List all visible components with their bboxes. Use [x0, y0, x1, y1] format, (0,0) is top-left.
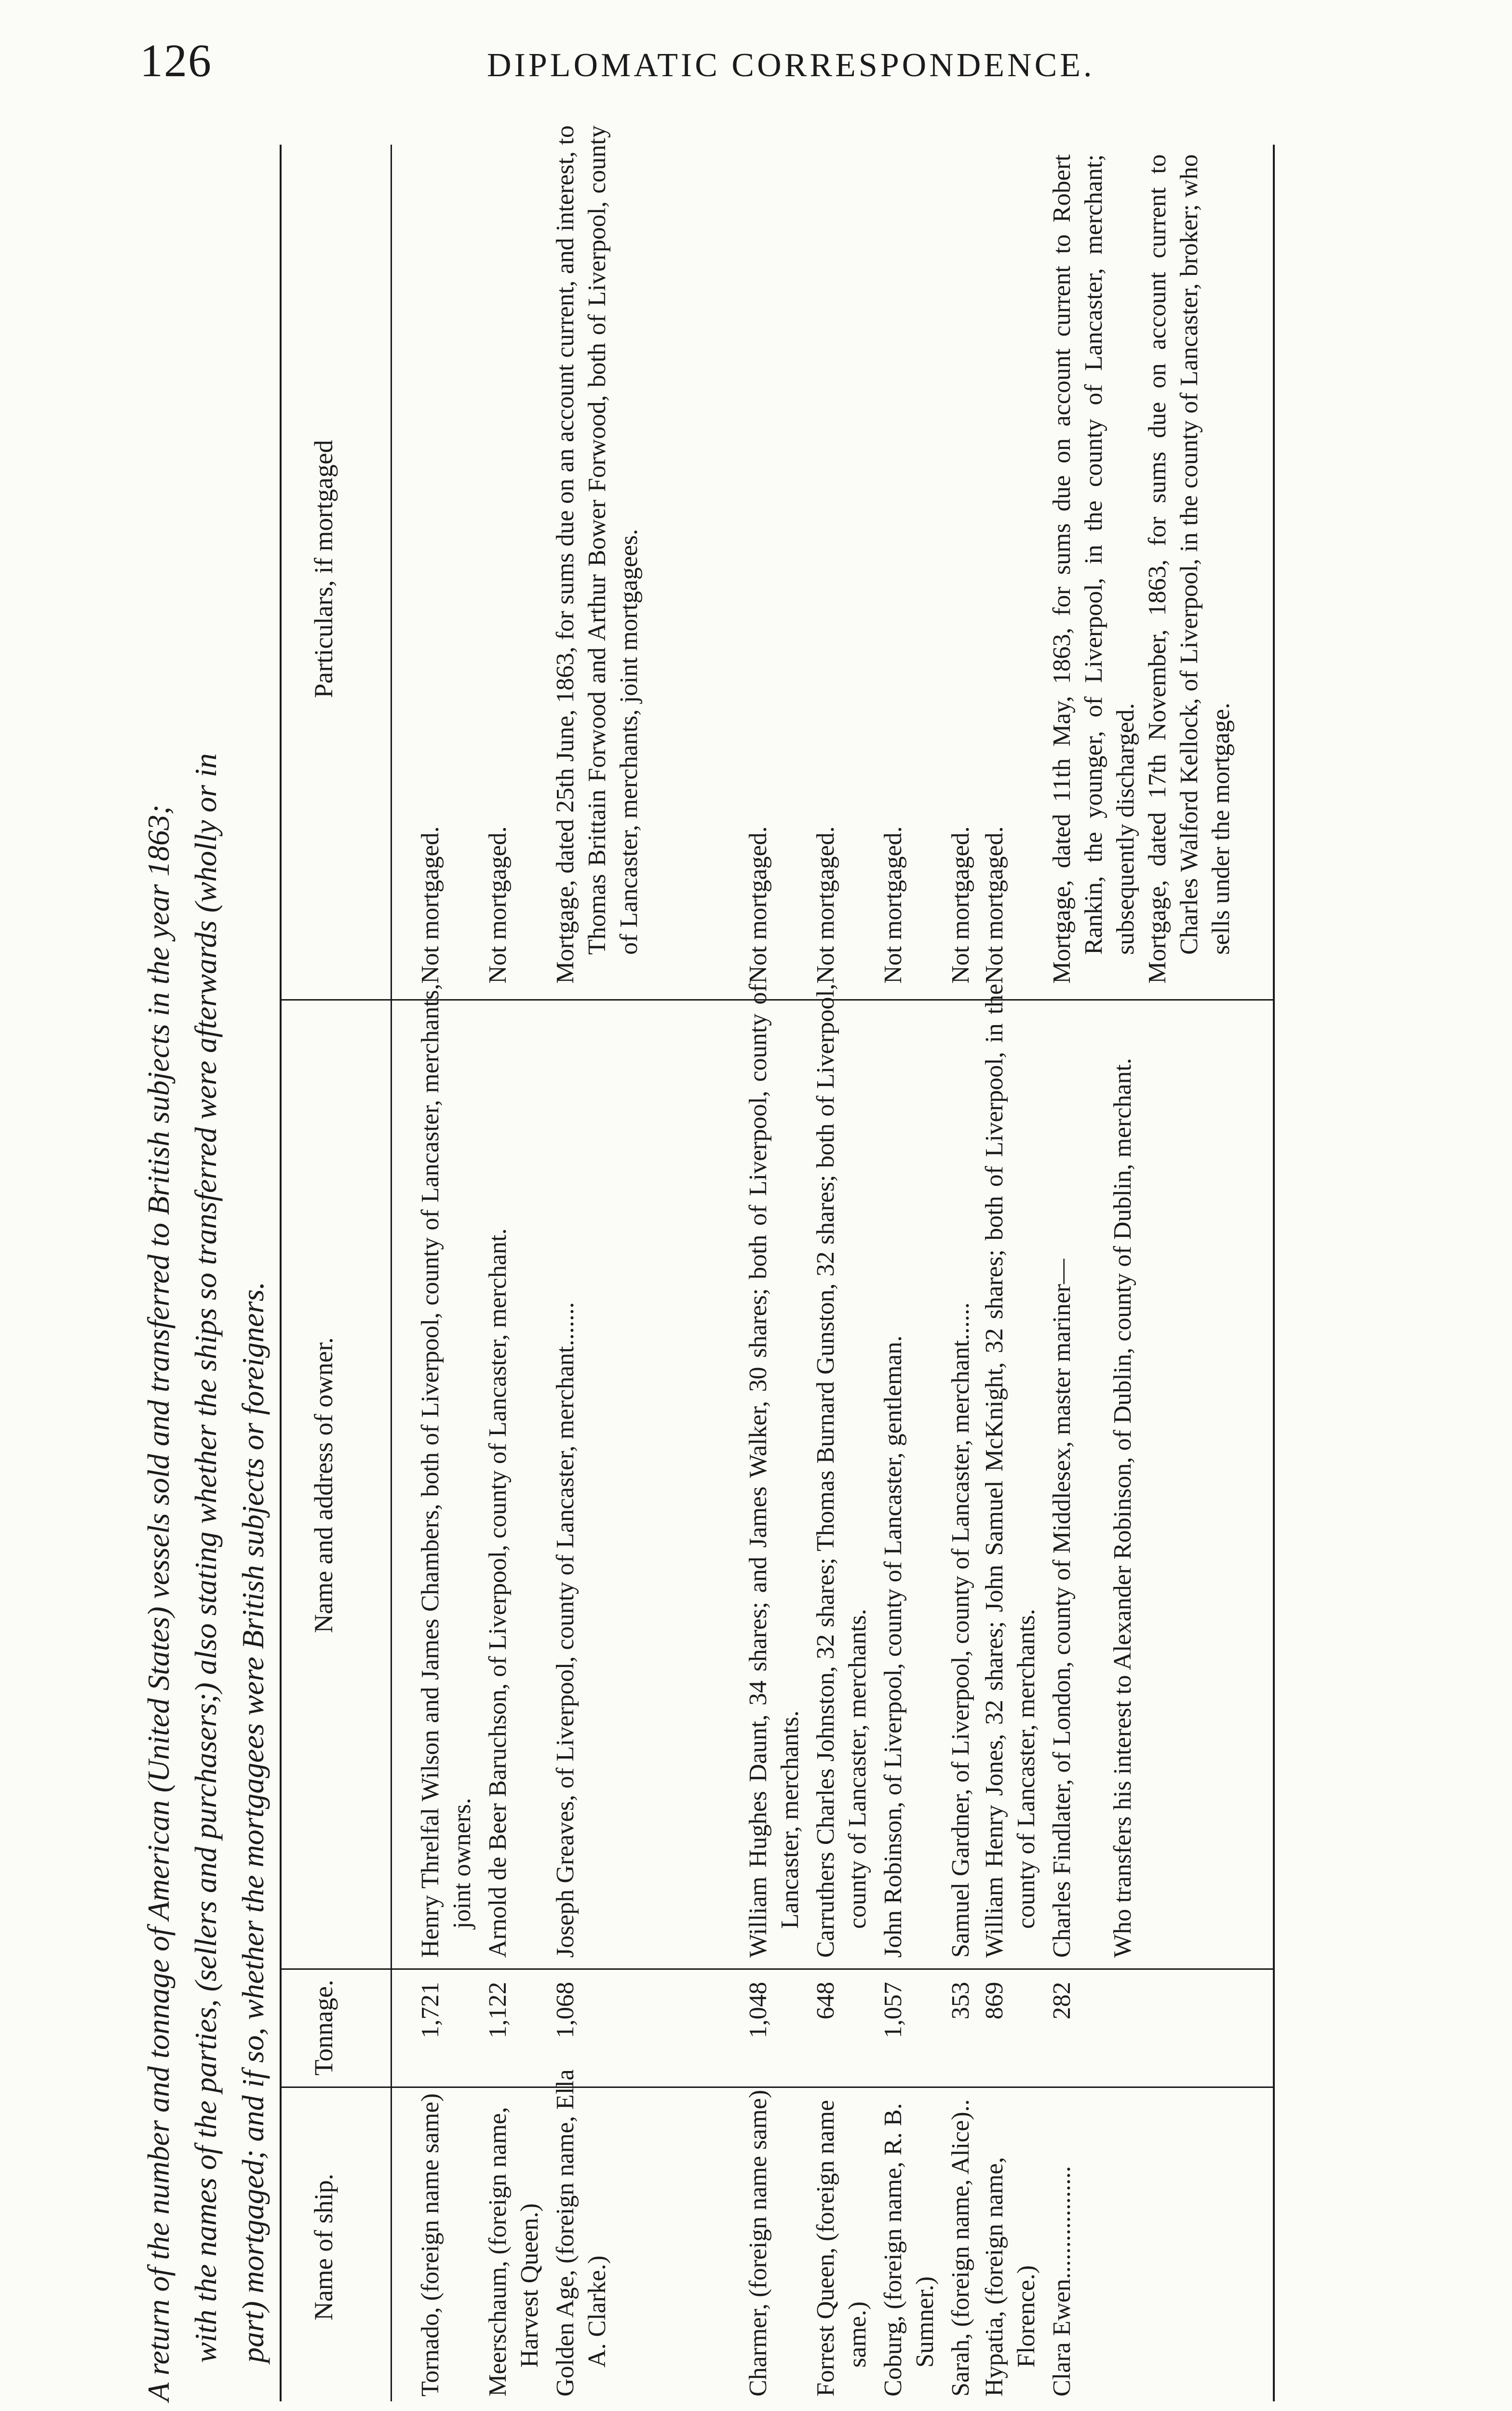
ship-name: Charmer, (foreign name same) — [744, 2089, 772, 2397]
owner: John Robinson, of Liverpool, county of Lancaster, gentleman. — [879, 1335, 907, 1958]
ship-name: Coburg, (foreign name, R. B. Sumner.) — [879, 2103, 939, 2397]
table-bottom-rule — [1273, 145, 1275, 2401]
table-caption — [135, 154, 277, 2401]
ships-table — [280, 125, 1389, 2401]
owner: Arnold de Beer Baruchson, of Liverpool, county of Lancaster, merchant. — [484, 1228, 512, 1958]
mortgage-particulars: Not mortgaged. — [744, 826, 772, 984]
header-owner: Name and address of owner. — [309, 1337, 338, 1633]
page-number: 126 — [140, 35, 212, 86]
table-top-rule — [280, 145, 282, 2401]
owner — [1046, 1013, 1139, 1958]
caption-line-3: part) mortgaged; and if so, whether the mortgagees were British subjects or foreigners. — [236, 1281, 270, 2363]
mortgage-particulars: Not mortgaged. — [879, 826, 907, 984]
mortgage-particulars: Not mortgaged. — [812, 826, 839, 984]
tonnage: 353 — [947, 1982, 974, 2019]
mortgage-part-2: Mortgage, dated 17th November, 1863, for sums due on account current to Charles Walford Kellock, of Liverpool, in the county of Lancaster, broker; who sells under the mortgage. — [1144, 154, 1235, 984]
tonnage: 1,057 — [879, 1982, 907, 2038]
mortgage-particulars: Not mortgaged. — [947, 826, 974, 984]
owner: Carruthers Charles Johnston, 32 shares; Thomas Burnard Gunston, 32 shares; both of Liverpool, county of Lancaster, merchants. — [812, 984, 871, 1958]
mortgage-particulars: Not mortgaged. — [417, 826, 444, 984]
mortgage-part-1: Mortgage, dated 11th May, 1863, for sums due on account current to Robert Rankin, the younger, of Liverpool, in the county of Lancaster, merchant; subsequently discharged. — [1048, 154, 1139, 984]
ship-name: Clara Ewen.................. — [1048, 2166, 1076, 2397]
mortgage-particulars: Not mortgaged. — [484, 826, 512, 984]
ship-name: Forrest Queen, (foreign name same.) — [812, 2099, 871, 2397]
mortgage-particulars — [1046, 154, 1237, 984]
owner-part-1: Charles Findlater, of London, county of Middlesex, master mariner— — [1048, 1259, 1076, 1958]
tonnage: 1,122 — [484, 1982, 512, 2038]
ship-name: Golden Age, (foreign name, Ella A. Clarke.) — [552, 2069, 611, 2397]
caption-line-1: A return of the number and tonnage of American (United States) vessels sold and transferred to British subjects in the year 1863; — [141, 804, 176, 2401]
caption-line-2: with the names of the parties, (sellers and purchasers;) also stating whether the ships so transferred were afterwards (wholly or in — [189, 753, 223, 2363]
owner: Samuel Gardner, of Liverpool, county of Lancaster, merchant...... — [947, 1302, 974, 1958]
owner: William Hughes Daunt, 34 shares; and James Walker, 30 shares; both of Liverpool, county of Lancaster, merchants. — [744, 984, 804, 1958]
owner: Joseph Greaves, of Liverpool, county of Lancaster, merchant....... — [552, 1302, 579, 1958]
column-divider — [280, 1968, 1275, 1970]
ship-name: Hypatia, (foreign name, Florence.) — [981, 2157, 1040, 2397]
ship-name: Meerschaum, (foreign name, Harvest Queen.) — [484, 2107, 543, 2397]
tonnage: 1,068 — [552, 1982, 579, 2038]
tonnage: 648 — [812, 1982, 839, 2019]
rotated-page-body — [135, 125, 1437, 2401]
table-header-rule — [391, 145, 392, 2401]
owner: Henry Threlfal Wilson and James Chambers, both of Liverpool, county of Lancaster, merchants, joint owners. — [417, 984, 476, 1958]
tonnage: 1,048 — [744, 1982, 772, 2038]
ship-name: Tornado, (foreign name same) — [417, 2093, 444, 2397]
tonnage: 282 — [1048, 1982, 1076, 2019]
mortgage-particulars: Mortgage, dated 25th June, 1863, for sums due on an account current, and interest, to Thomas Brittain Forwood and Arthur Bower Forwood, both of Liverpool, county of Lancaster, merchants, joint mortgagees. — [552, 125, 643, 984]
tonnage: 1,721 — [417, 1982, 444, 2038]
mortgage-particulars: Not mortgaged. — [981, 826, 1008, 984]
owner: William Henry Jones, 32 shares; John Samuel McKnight, 32 shares; both of Liverpool, in the county of Lancaster, merchants. — [981, 984, 1040, 1958]
header-particulars: Particulars, if mortgaged — [309, 440, 338, 698]
header-ship: Name of ship. — [309, 2173, 338, 2321]
running-title: DIPLOMATIC CORRESPONDENCE. — [487, 47, 1095, 84]
header-tonnage: Tonnage. — [309, 1979, 338, 2076]
owner-part-2: Who transfers his interest to Alexander Robinson, of Dublin, county of Dublin, merchant. — [1109, 1058, 1136, 1958]
ship-name: Sarah, (foreign name, Alice).. — [947, 2099, 974, 2397]
tonnage: 869 — [981, 1982, 1008, 2019]
